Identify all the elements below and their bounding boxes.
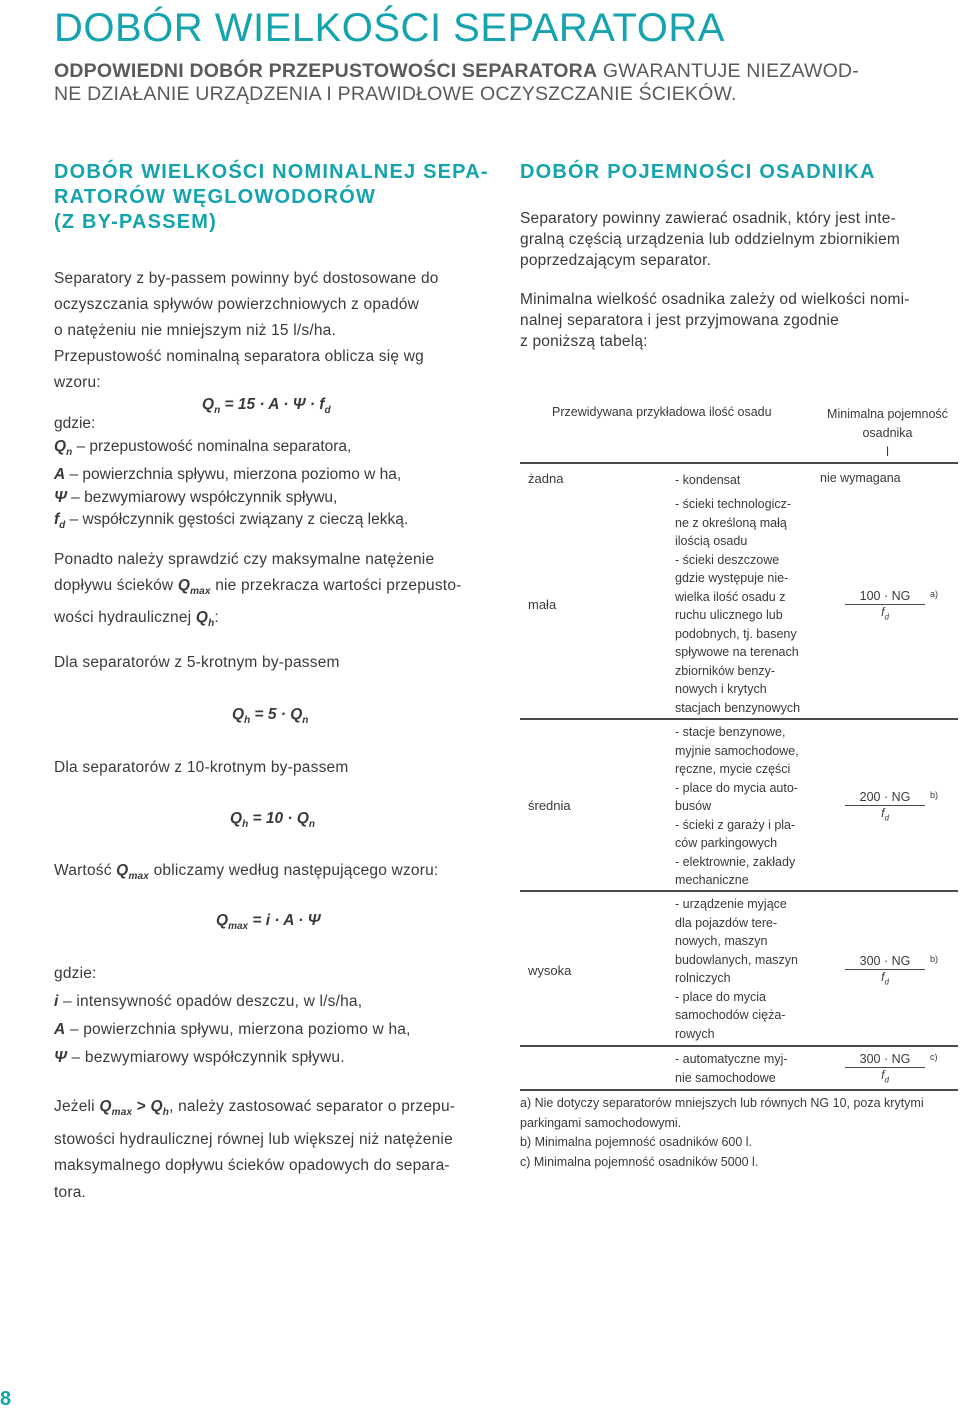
formula-sub: h [242, 819, 249, 831]
def-row [54, 464, 494, 487]
q-sub: max [128, 871, 150, 882]
table-rule [520, 718, 958, 720]
example-line: nowych i krytych [675, 682, 767, 696]
formula-qh5 [232, 706, 308, 726]
jezeli-line: tora. [54, 1183, 87, 1201]
text: wości hydraulicznej [54, 609, 196, 626]
example-line: - place do mycia [675, 989, 767, 1004]
example-line: dla pojazdów tere- [675, 915, 778, 930]
page-subtitle [54, 60, 944, 106]
example-line: ilością osadu [675, 534, 748, 548]
intro-line: Separatory z by-passem powinny być dostosowane do [54, 270, 439, 287]
example-line: - automatyczne myj- [675, 1052, 788, 1066]
example-line: nowych, maszyn [675, 934, 768, 948]
den-symbol: f [881, 605, 885, 619]
fraction-denominator [845, 605, 925, 621]
intro-line: Przepustowość nominalną separatora oblicza się wg [54, 348, 424, 365]
fraction-numerator: 100 · NG [845, 589, 925, 605]
def-text: – powierzchnia spływu, mierzona poziomo w ha, [65, 466, 402, 483]
formula-qmax [216, 912, 321, 932]
table-cell-examples [675, 1050, 815, 1087]
table-rule [520, 890, 958, 892]
example-line: samochodów cięża- [675, 1008, 786, 1022]
right-p2 [520, 289, 960, 352]
def-text: – bezwymiarowy współczynnik spływu. [67, 1049, 345, 1066]
text: Jeżeli [54, 1098, 100, 1115]
right-heading: DOBÓR POJEMNOŚCI OSADNIKA [520, 161, 876, 183]
p2-line: nalnej separatora i jest przyjmowana zgodnie [520, 312, 839, 329]
example-line: podobnych, tj. baseny [675, 626, 797, 641]
example-line: rowych [675, 1026, 715, 1041]
def-symbol: Ψ [54, 488, 67, 506]
left-intro [54, 266, 494, 396]
defs-1 [54, 413, 494, 538]
left-column [54, 160, 494, 235]
table-cell-examples [675, 495, 815, 717]
subtitle-bold: ODPOWIEDNI DOBÓR PRZEPUSTOWOŚCI SEPARATORA [54, 60, 598, 82]
q-symbol: Q [195, 609, 209, 626]
table-cell-fraction [845, 954, 925, 986]
header-line: osadnika [862, 426, 913, 440]
example-line: myjnie samochodowe, [675, 743, 799, 758]
example-line: - ścieki deszczowe [675, 552, 780, 567]
text: , należy zastosować separator o przepu- [169, 1098, 456, 1115]
den-sub: d [884, 1075, 889, 1085]
p1-line: poprzedzającym separator. [520, 252, 712, 269]
text: dopływu ścieków [54, 577, 178, 594]
def-symbol: Ψ [54, 1049, 68, 1066]
table-notes [520, 1094, 960, 1172]
jezeli-line: stowości hydraulicznej równej lub większej niż natężenie [54, 1130, 453, 1148]
q-sub: h [208, 618, 215, 629]
den-sub: d [884, 612, 889, 622]
example-line: wielka ilość osadu z [675, 589, 786, 604]
def-row [54, 988, 494, 1016]
example-line: mechaniczne [675, 873, 749, 887]
fraction-numerator: 300 · NG [845, 954, 925, 970]
example-line: - ścieki z garaży i pla- [675, 817, 796, 832]
example-line: stacjach benzynowych [675, 700, 801, 715]
header-line: l [886, 445, 889, 459]
text: obliczamy według następującego wzoru: [149, 862, 439, 879]
def-text: – bezwymiarowy współczynnik spływu, [66, 488, 338, 506]
example-line: - stacje benzynowe, [675, 725, 786, 739]
jezeli-line: maksymalnego dopływu ścieków opadowych do separa- [54, 1157, 450, 1174]
example-line: - ścieki technologicz- [675, 497, 792, 511]
formula-body: = 10 · Q [248, 810, 309, 827]
formula-symbol: Q [202, 396, 215, 413]
table-cell-fraction [845, 589, 925, 621]
q-symbol: Q [150, 1098, 163, 1115]
ponadto-para [54, 547, 494, 637]
left-heading [54, 160, 494, 235]
def-row [54, 1044, 494, 1072]
example-line: ców parkingowych [675, 836, 778, 850]
formula-body: = i · A · Ψ [248, 912, 321, 929]
text: nie przekracza wartości przepusto- [210, 577, 462, 594]
table-rule [520, 462, 958, 464]
q-symbol: Q [99, 1098, 112, 1115]
subtitle-rest-1: GWARANTUJE NIEZAWOD- [597, 60, 859, 82]
def-text: – powierzchnia spływu, mierzona poziomo w ha, [65, 1021, 411, 1038]
formula-qh10 [230, 810, 315, 830]
example-line: - elektrownie, zakłady [675, 854, 796, 869]
example-line: gdzie występuje nie- [675, 571, 789, 585]
table-header-capacity [820, 405, 955, 462]
fraction-numerator: 200 · NG [845, 790, 925, 806]
subtitle-rest-2: NE DZIAŁANIE URZĄDZENIA I PRAWIDŁOWE OCZYSZCZANIE ŚCIEKÓW. [54, 83, 737, 105]
q-sub: max [111, 1107, 133, 1118]
table-footnote-mark: b) [930, 790, 939, 800]
table-rule [520, 1045, 958, 1047]
ponadto-line [54, 573, 494, 605]
def-row [54, 436, 494, 465]
p1-line: Separatory powinny zawierać osadnik, który jest inte- [520, 210, 896, 227]
formula-sub: n [302, 715, 309, 727]
def-row [54, 509, 494, 538]
table-rule [520, 1089, 958, 1091]
q-symbol: Q [116, 862, 129, 879]
header-line: Minimalna pojemność [827, 407, 948, 421]
jezeli-para [54, 1094, 494, 1206]
den-symbol: f [881, 970, 885, 984]
q-symbol: Q [177, 577, 191, 594]
text: Wartość [54, 862, 117, 879]
def-symbol: A [54, 1021, 66, 1038]
p2-line: Minimalna wielkość osadnika zależy od wielkości nomi- [520, 291, 910, 308]
table-cell-value: nie wymagana [820, 471, 901, 485]
fraction-denominator [845, 806, 925, 822]
example-line: budowlanych, maszyn [675, 952, 798, 967]
intro-line: oczyszczania spływów powierzchniowych z opadów [54, 296, 419, 313]
example-line: nie samochodowe [675, 1070, 776, 1085]
table-footnote-mark: a) [930, 589, 939, 599]
formula-symbol: Q [230, 810, 243, 827]
left-heading-line: DOBÓR WIELKOŚCI NOMINALNEJ SEPA- [54, 161, 489, 183]
def-symbol: i [54, 993, 59, 1010]
left-heading-line: RATORÓW WĘGLOWODORÓW [54, 186, 377, 208]
example-line: spływowe na terenach [675, 645, 799, 659]
def-row [54, 487, 494, 510]
table-cell-examples: - kondensat [675, 473, 741, 487]
table-footnote-mark: c) [930, 1052, 938, 1062]
table-cell-level: mała [528, 597, 557, 612]
def-sub: d [59, 520, 66, 531]
table-cell-level: żadna [528, 471, 564, 486]
dla5-label: Dla separatorów z 5-krotnym by-passem [54, 654, 340, 671]
den-sub: d [884, 977, 889, 987]
example-line: busów [675, 799, 712, 813]
example-line: rolniczych [675, 971, 731, 985]
example-line: - urządzenie myjące [675, 897, 787, 911]
example-line: ruchu ulicznego lub [675, 608, 783, 622]
jezeli-line [54, 1094, 494, 1127]
den-symbol: f [881, 1068, 885, 1082]
intro-line: wzoru: [54, 374, 101, 391]
example-line: zbiorników benzy- [675, 663, 776, 678]
wartosc-line [54, 858, 438, 890]
p2-line: z poniższą tabelą: [520, 333, 648, 350]
den-sub: d [884, 813, 889, 823]
note-line: b) Minimalna pojemność osadników 600 l. [520, 1135, 753, 1149]
fraction-denominator [845, 1068, 925, 1084]
table-cell-examples [675, 723, 815, 890]
example-line: - place do mycia auto- [675, 780, 798, 795]
formula-sub: d [324, 405, 331, 417]
def-symbol: f [54, 511, 60, 528]
def-text: – przepustowość nominalna separatora, [72, 437, 352, 455]
def-text: – intensywność opadów deszczu, w l/s/ha, [58, 993, 363, 1010]
ponadto-line: Ponadto należy sprawdzić czy maksymalne natężenie [54, 551, 435, 568]
defs-2 [54, 960, 494, 1072]
example-line: ne z określoną małą [675, 515, 787, 530]
formula-symbol: Q [216, 912, 229, 929]
formula-body: = 5 · Q [250, 706, 303, 723]
gdzie-label: gdzie: [54, 415, 96, 432]
note-line: a) Nie dotyczy separatorów mniejszych lub równych NG 10, poza krytymi [520, 1096, 924, 1110]
page-number: 8 [0, 1388, 12, 1410]
def-row [54, 1016, 494, 1044]
table-cell-fraction [845, 790, 925, 822]
table-cell-fraction [845, 1052, 925, 1084]
formula-sub: max [228, 921, 249, 933]
table-header-amount: Przewidywana przykładowa ilość osadu [552, 405, 772, 419]
def-sub: n [66, 446, 73, 458]
fraction-denominator [845, 970, 925, 986]
table-cell-examples [675, 895, 815, 1043]
note-line: c) Minimalna pojemność osadników 5000 l. [520, 1154, 759, 1169]
example-line: ręczne, mycie części [675, 762, 791, 776]
table-cell-level: wysoka [528, 963, 572, 978]
dla10-label: Dla separatorów z 10-krotnym by-passem [54, 759, 349, 776]
formula-symbol: Q [232, 706, 245, 723]
page-title: DOBÓR WIELKOŚCI SEPARATORA [54, 6, 725, 50]
intro-line: o natężeniu nie mniejszym niż 15 l/s/ha. [54, 322, 336, 339]
right-p1 [520, 208, 960, 271]
fraction-numerator: 300 · NG [845, 1052, 925, 1068]
formula-sub: n [214, 405, 221, 417]
ponadto-line [54, 605, 494, 637]
q-sub: max [190, 586, 211, 597]
table-footnote-mark: b) [930, 954, 939, 964]
def-text: – współczynnik gęstości związany z cieczą lekką. [65, 511, 409, 528]
note-line: parkingami samochodowymi. [520, 1115, 682, 1130]
gdzie-label: gdzie: [54, 965, 97, 982]
q-sub: h [162, 1107, 170, 1118]
text: : [214, 609, 219, 626]
formula-body: = 15 · A · Ψ · f [220, 396, 325, 413]
left-heading-line: (Z BY-PASSEM) [54, 211, 218, 233]
p1-line: gralną częścią urządzenia lub oddzielnym zbiornikiem [520, 231, 901, 248]
den-symbol: f [881, 806, 885, 820]
formula-sub: n [308, 819, 316, 831]
def-symbol: A [54, 466, 66, 483]
gt-sign: > [132, 1098, 151, 1115]
table-cell-level: średnia [528, 798, 571, 813]
right-column [520, 160, 955, 185]
def-symbol: Q [54, 437, 67, 455]
formula-sub: h [244, 715, 251, 727]
